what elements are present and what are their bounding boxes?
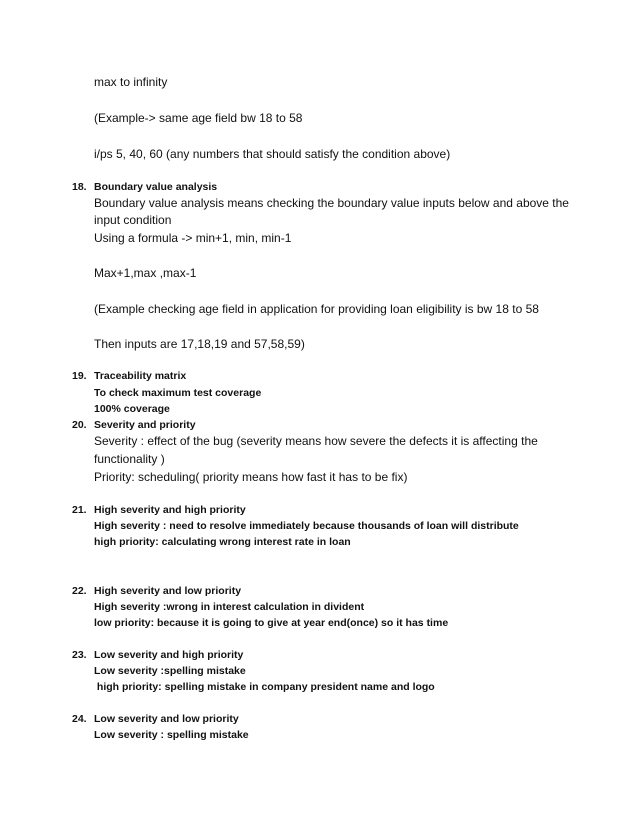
item-number-23: 23. (72, 649, 87, 661)
item-19-line-2: 100% coverage (94, 403, 170, 415)
item-23-line-1: Low severity :spelling mistake (94, 665, 246, 677)
item-18-line-4: Max+1,max ,max-1 (94, 266, 197, 280)
item-number-18: 18. (72, 181, 87, 193)
item-23-line-2: high priority: spelling mistake in company president name and logo (94, 681, 435, 693)
item-20-line-3: Priority: scheduling( priority means how fast it has to be fix) (94, 470, 408, 484)
item-22-line-2: low priority: because it is going to give at year end(once) so it has time (94, 617, 449, 629)
item-number-21: 21. (72, 504, 87, 516)
item-20-line-2: functionality ) (94, 452, 165, 466)
intro-line-inputs: i/ps 5, 40, 60 (any numbers that should satisfy the condition above) (94, 147, 451, 161)
intro-line-example: (Example-> same age field bw 18 to 58 (94, 111, 303, 125)
item-number-19: 19. (72, 370, 87, 382)
item-20-line-1: Severity : effect of the bug (severity means how severe the defects it is affecting the (94, 434, 538, 448)
item-title-high-high: High severity and high priority (94, 504, 246, 516)
item-number-20: 20. (72, 419, 87, 431)
item-number-22: 22. (72, 585, 87, 597)
item-number-24: 24. (72, 713, 87, 725)
item-title-severity-priority: Severity and priority (94, 419, 196, 431)
item-title-traceability-matrix: Traceability matrix (94, 370, 187, 382)
item-18-line-3: Using a formula -> min+1, min, min-1 (94, 231, 292, 245)
item-21-line-2: high priority: calculating wrong interest rate in loan (94, 536, 351, 548)
item-22-line-1: High severity :wrong in interest calculation in divident (94, 601, 365, 613)
item-21-line-1: High severity : need to resolve immediately because thousands of loan will distribute (94, 520, 519, 532)
item-18-line-6: Then inputs are 17,18,19 and 57,58,59) (94, 337, 305, 351)
item-title-low-low: Low severity and low priority (94, 713, 239, 725)
intro-line-max-infinity: max to infinity (94, 75, 168, 89)
item-24-line-1: Low severity : spelling mistake (94, 729, 249, 741)
item-title-high-low: High severity and low priority (94, 585, 242, 597)
item-title-boundary-value-analysis: Boundary value analysis (94, 181, 218, 193)
item-title-low-high: Low severity and high priority (94, 649, 244, 661)
item-18-line-5: (Example checking age field in application for providing loan eligibility is bw 18 to 58 (94, 302, 539, 316)
item-18-line-1: Boundary value analysis means checking the boundary value inputs below and above the (94, 196, 569, 210)
item-18-line-2: input condition (94, 213, 172, 227)
item-19-line-1: To check maximum test coverage (94, 387, 262, 399)
